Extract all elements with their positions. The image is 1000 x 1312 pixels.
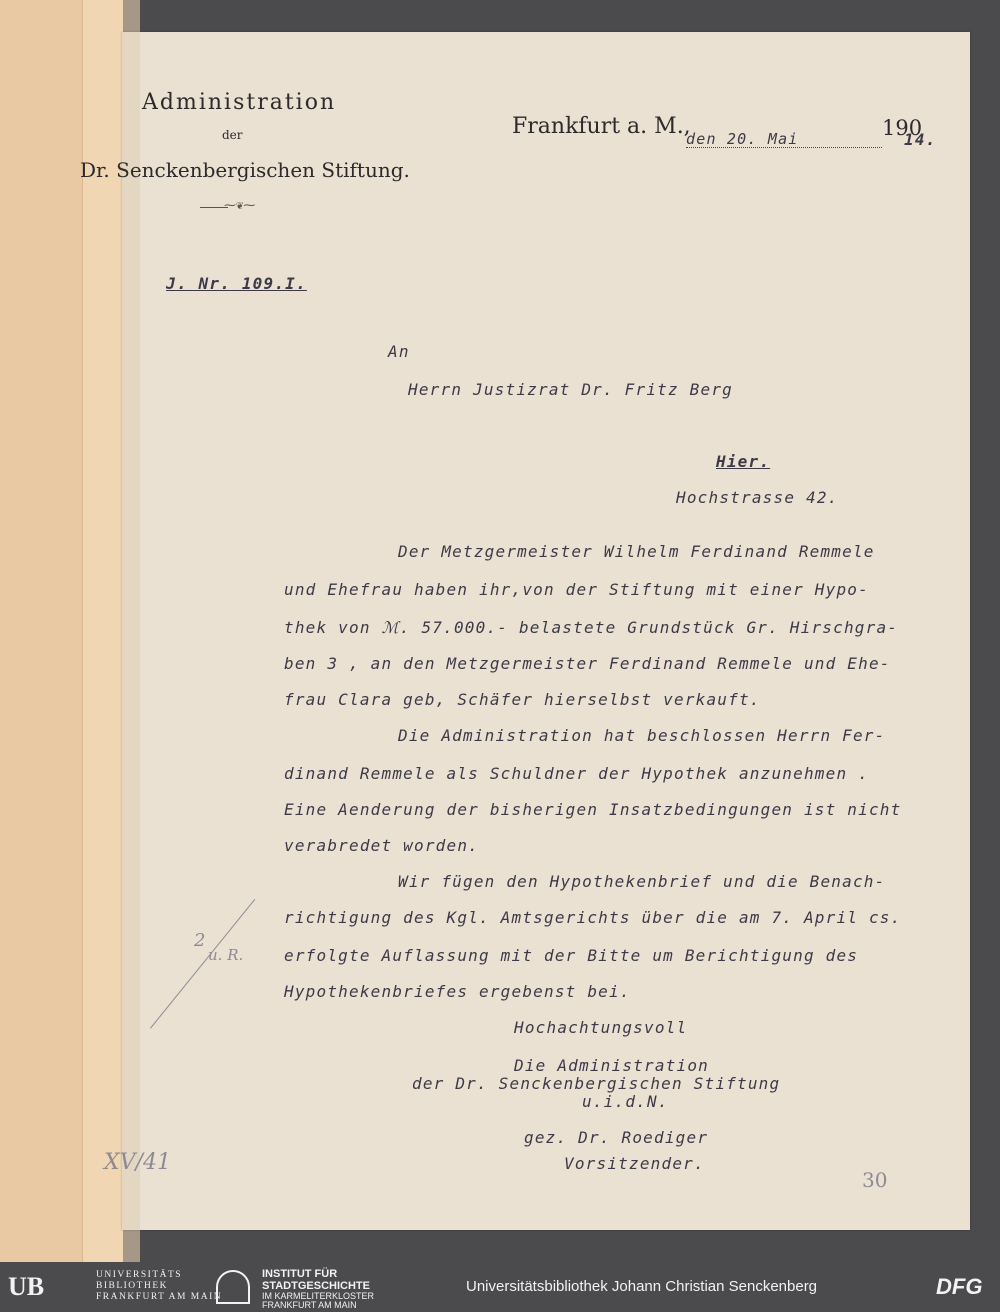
dateline-year-typed: 14. [904,130,937,149]
dateline-date: den 20. Mai [686,130,799,148]
closing-greeting: Hochachtungsvoll [514,1018,688,1037]
letterhead-der: der [222,128,243,142]
body-line: Der Metzgermeister Wilhelm Ferdinand Remmele [398,542,875,561]
dateline-year-printed: 190 [882,116,923,140]
closing-org-line1: Die Administration [514,1056,709,1075]
pencil-note-initials: u. R. [208,946,244,964]
left-paper-strip [0,0,82,1262]
ub-line1: UNIVERSITÄTS [96,1270,183,1280]
library-name: Universitätsbibliothek Johann Christian Senckenberg [466,1278,818,1295]
left-paper-edge [82,0,123,1262]
letterhead-title: Administration [142,90,337,115]
address-salutation: An [388,342,410,361]
body-line: Wir fügen den Hypothekenbrief und die Benach- [398,872,886,891]
body-line: dinand Remmele als Schuldner der Hypothek anzunehmen . [284,764,869,783]
body-line: Die Administration hat beschlossen Herrn Fer- [398,726,886,745]
address-street: Hochstrasse 42. [676,488,839,507]
institute-logo-text [262,1268,374,1310]
ub-line3: FRANKFURT AM MAIN [96,1292,223,1302]
closing-signature: gez. Dr. Roediger [524,1128,709,1147]
institute-arch-icon [216,1270,250,1304]
ub-logo: UB [8,1272,45,1301]
body-line: frau Clara geb, Schäfer hierselbst verkauft. [284,690,761,709]
ifs-line1: INSTITUT FÜR [262,1268,338,1280]
ub-logo-text [96,1270,222,1303]
pencil-page-number: 30 [862,1168,888,1192]
address-city: Hier. [716,452,771,471]
dfg-logo: DFG [936,1274,983,1299]
body-line: Eine Aenderung der bisherigen Insatzbedingungen ist nicht [284,800,902,819]
body-line: Hypothekenbriefes ergebenst bei. [284,982,631,1001]
body-line: und Ehefrau haben ihr,von der Stiftung mit einer Hypo- [284,580,869,599]
body-line: ben 3 , an den Metzgermeister Ferdinand Remmele und Ehe- [284,654,891,673]
pencil-note-number: 2 [194,930,206,951]
footer-bar [0,1262,1000,1312]
pencil-folio-number: XV/41 [104,1150,171,1175]
letterhead-foundation: Dr. Senckenbergischen Stiftung. [80,158,410,182]
ifs-line3: IM KARMELITERKLOSTER [262,1291,375,1301]
ifs-line2: STADTGESCHICHTE [262,1280,370,1292]
address-name: Herrn Justizrat Dr. Fritz Berg [408,380,733,399]
ifs-line4: FRANKFURT AM MAIN [262,1300,357,1310]
flourish-icon: ⁓❦⁓ [224,198,256,212]
body-line: verabredet worden. [284,836,479,855]
dateline-place: Frankfurt a. M., [512,114,691,139]
body-line: erfolgte Auflassung mit der Bitte um Berichtigung des [284,946,859,965]
journal-number: J. Nr. 109.I. [166,274,307,293]
dateline-dotted-rule [686,147,882,148]
closing-title: Vorsitzender. [564,1154,705,1173]
closing-org-line2: der Dr. Senckenbergischen Stiftung [412,1074,781,1093]
sheet-shadow-edge [122,32,140,1230]
ub-line2: BIBLIOTHEK [96,1281,168,1291]
body-line: thek von ℳ. 57.000.- belastete Grundstück Gr. Hirschgra- [284,618,899,637]
closing-org-line3: u.i.d.N. [582,1092,669,1111]
body-line: richtigung des Kgl. Amtsgerichts über die am 7. April cs. [284,908,902,927]
